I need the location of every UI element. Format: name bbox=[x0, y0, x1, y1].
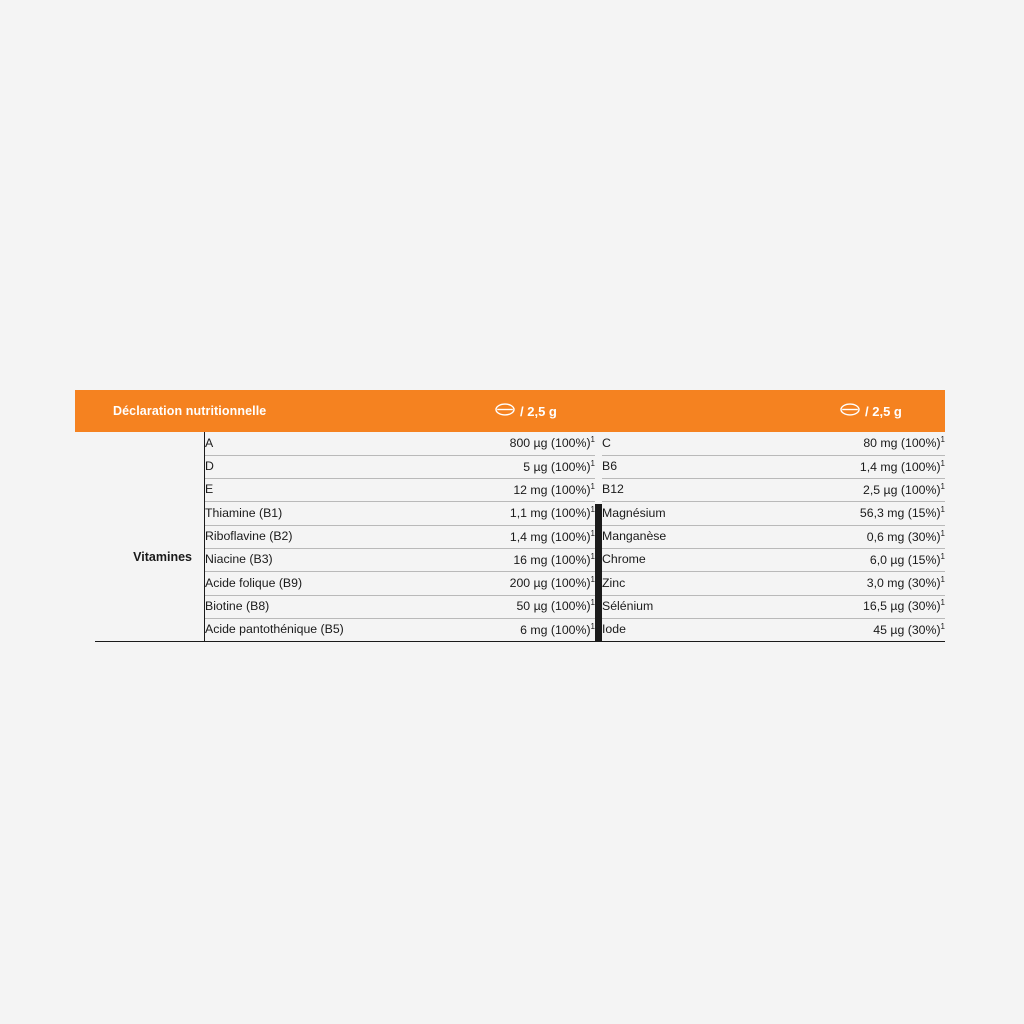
nutrient-value-text: 0,6 mg (30%) bbox=[866, 529, 941, 544]
footnote-marker: 1 bbox=[590, 458, 595, 468]
nutrient-table-right bbox=[602, 432, 945, 642]
footnote-marker: 1 bbox=[590, 551, 595, 561]
nutrient-name: D bbox=[205, 455, 400, 478]
footnote-marker: 1 bbox=[940, 481, 945, 491]
nutrient-name: Chrome bbox=[602, 548, 774, 571]
table-row bbox=[205, 455, 595, 478]
nutrient-name: Magnésium bbox=[602, 502, 774, 525]
label-column-bottom-rule bbox=[95, 641, 205, 642]
footnote-marker: 1 bbox=[590, 481, 595, 491]
footnote-marker: 1 bbox=[940, 458, 945, 468]
nutrient-name: Acide pantothénique (B5) bbox=[205, 618, 400, 641]
nutrient-value-text: 2,5 µg (100%) bbox=[863, 483, 941, 498]
nutrient-value-text: 16 mg (100%) bbox=[513, 552, 591, 567]
footnote-marker: 1 bbox=[590, 528, 595, 538]
nutrient-name: Thiamine (B1) bbox=[205, 502, 400, 525]
nutrient-column-left bbox=[205, 432, 595, 642]
nutrient-value-text: 50 µg (100%) bbox=[516, 599, 591, 614]
table-row bbox=[602, 525, 945, 548]
footnote-marker: 1 bbox=[940, 435, 945, 445]
nutrient-value bbox=[400, 502, 595, 525]
nutrient-value-text: 800 µg (100%) bbox=[509, 436, 591, 451]
footnote-marker: 1 bbox=[940, 575, 945, 585]
nutrient-name: E bbox=[205, 479, 400, 502]
nutrient-value bbox=[400, 618, 595, 641]
table-row bbox=[602, 548, 945, 571]
nutrient-value bbox=[400, 572, 595, 595]
serving-size-right bbox=[840, 403, 902, 419]
nutrient-value bbox=[774, 595, 946, 618]
footnote-marker: 1 bbox=[590, 598, 595, 608]
nutrient-name: B12 bbox=[602, 479, 774, 502]
nutrient-name: Zinc bbox=[602, 572, 774, 595]
nutrient-value-text: 5 µg (100%) bbox=[523, 459, 591, 474]
nutrient-value bbox=[400, 595, 595, 618]
nutrition-declaration-table bbox=[75, 390, 945, 642]
nutrient-value-text: 3,0 mg (30%) bbox=[866, 576, 941, 591]
table-header-bar bbox=[75, 390, 945, 432]
footnote-marker: 1 bbox=[940, 598, 945, 608]
nutrient-value bbox=[400, 479, 595, 502]
nutrient-value-text: 1,4 mg (100%) bbox=[859, 459, 941, 474]
table-row bbox=[205, 479, 595, 502]
vitamines-label: Vitamines bbox=[133, 550, 192, 564]
table-row bbox=[602, 479, 945, 502]
serving-size-left-label: / 2,5 g bbox=[520, 403, 557, 419]
table-row bbox=[205, 548, 595, 571]
nutrient-value-text: 1,1 mg (100%) bbox=[509, 506, 591, 521]
column-divider bbox=[595, 432, 602, 642]
table-row bbox=[205, 432, 595, 455]
scoop-icon bbox=[840, 403, 860, 419]
nutrient-name: Sélénium bbox=[602, 595, 774, 618]
nutrient-value-text: 16,5 µg (30%) bbox=[863, 599, 941, 614]
column-divider-top-gap bbox=[595, 432, 602, 504]
nutrient-value bbox=[774, 572, 946, 595]
table-row bbox=[205, 595, 595, 618]
nutrient-name: A bbox=[205, 432, 400, 455]
table-title: Déclaration nutritionnelle bbox=[113, 404, 267, 418]
nutrient-value bbox=[400, 525, 595, 548]
footnote-marker: 1 bbox=[940, 551, 945, 561]
nutrient-value bbox=[400, 432, 595, 455]
nutrient-name: B6 bbox=[602, 455, 774, 478]
nutrient-value bbox=[774, 455, 946, 478]
nutrient-value-text: 6 mg (100%) bbox=[520, 622, 591, 637]
footnote-marker: 1 bbox=[940, 505, 945, 515]
row-group-label-cell bbox=[75, 432, 205, 642]
table-row bbox=[205, 502, 595, 525]
nutrient-value-text: 45 µg (30%) bbox=[873, 622, 941, 637]
nutrient-value-text: 12 mg (100%) bbox=[513, 483, 591, 498]
table-row bbox=[602, 618, 945, 641]
nutrient-value bbox=[774, 479, 946, 502]
footnote-marker: 1 bbox=[590, 505, 595, 515]
nutrient-value-text: 56,3 mg (15%) bbox=[859, 506, 941, 521]
nutrient-name: Manganèse bbox=[602, 525, 774, 548]
table-row bbox=[602, 455, 945, 478]
footnote-marker: 1 bbox=[590, 435, 595, 445]
nutrient-name: Acide folique (B9) bbox=[205, 572, 400, 595]
nutrient-name: Niacine (B3) bbox=[205, 548, 400, 571]
nutrient-name: Riboflavine (B2) bbox=[205, 525, 400, 548]
nutrient-value bbox=[400, 548, 595, 571]
footnote-marker: 1 bbox=[590, 575, 595, 585]
footnote-marker: 1 bbox=[590, 621, 595, 631]
table-row bbox=[205, 572, 595, 595]
nutrient-value-text: 200 µg (100%) bbox=[509, 576, 591, 591]
nutrient-value bbox=[774, 432, 946, 455]
table-row bbox=[602, 572, 945, 595]
table-row bbox=[602, 432, 945, 455]
nutrient-value-text: 6,0 µg (15%) bbox=[869, 552, 941, 567]
nutrient-value-text: 80 mg (100%) bbox=[863, 436, 941, 451]
nutrient-value bbox=[400, 455, 595, 478]
nutrient-name: Biotine (B8) bbox=[205, 595, 400, 618]
footnote-marker: 1 bbox=[940, 621, 945, 631]
nutrient-value bbox=[774, 502, 946, 525]
footnote-marker: 1 bbox=[940, 528, 945, 538]
nutrient-value bbox=[774, 618, 946, 641]
nutrient-name: C bbox=[602, 432, 774, 455]
nutrient-column-right bbox=[602, 432, 945, 642]
table-body bbox=[75, 432, 945, 642]
nutrient-value-text: 1,4 mg (100%) bbox=[509, 529, 591, 544]
nutrient-value bbox=[774, 525, 946, 548]
table-row bbox=[205, 525, 595, 548]
serving-size-right-label: / 2,5 g bbox=[865, 403, 902, 419]
table-row bbox=[602, 502, 945, 525]
scoop-icon bbox=[495, 403, 515, 419]
table-row bbox=[205, 618, 595, 641]
serving-size-left bbox=[495, 403, 557, 419]
nutrient-name: Iode bbox=[602, 618, 774, 641]
table-row bbox=[602, 595, 945, 618]
nutrient-value bbox=[774, 548, 946, 571]
nutrient-table-left bbox=[205, 432, 595, 642]
